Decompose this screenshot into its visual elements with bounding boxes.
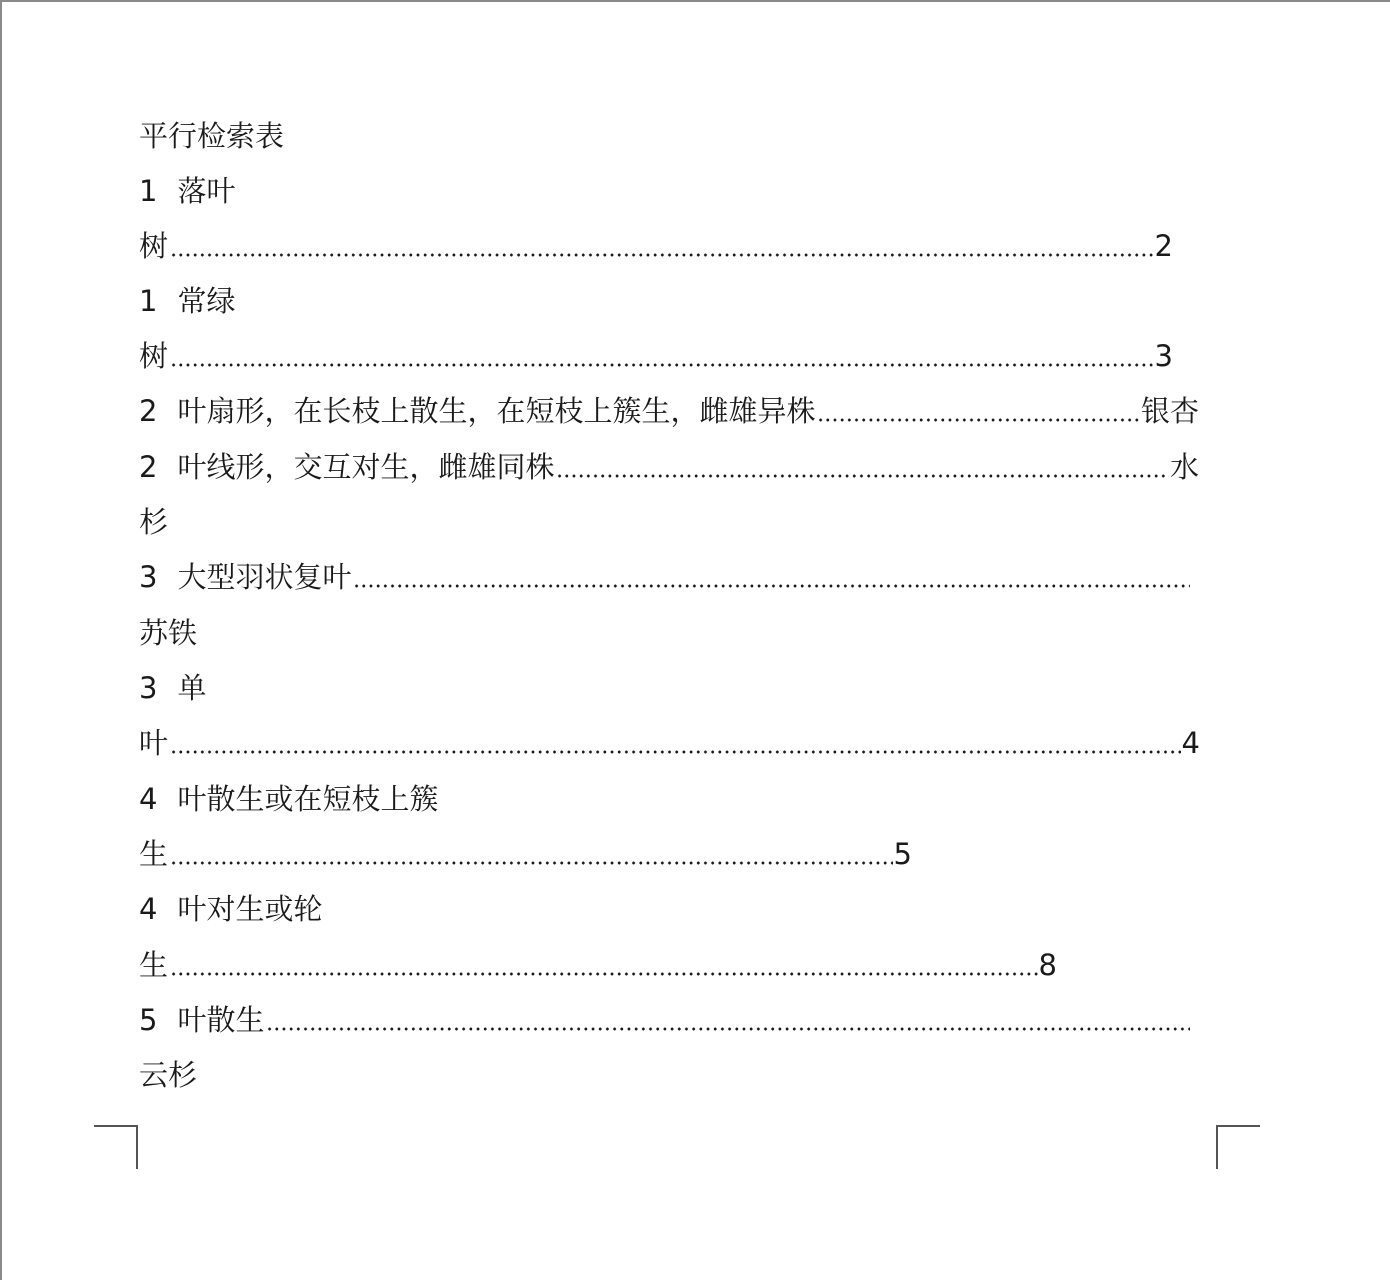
key-number: 3: [139, 560, 158, 594]
key-line: [139, 281, 235, 321]
key-line: [139, 1000, 1191, 1040]
key-line: [139, 668, 206, 708]
dot-leader: [170, 861, 893, 865]
key-target: 4: [1181, 726, 1200, 760]
key-text: 叶对生或轮: [177, 892, 323, 926]
key-target: 2: [1154, 229, 1173, 263]
key-line: [139, 613, 197, 653]
key-number: 5: [139, 1003, 158, 1037]
key-number: 1: [139, 174, 158, 208]
dot-leader: [556, 474, 1169, 478]
key-text: 叶扇形，在长枝上散生，在短枝上簇生，雌雄异株: [177, 394, 816, 428]
key-line: [139, 447, 1199, 487]
margin-corner-mark-right: [1216, 1125, 1260, 1169]
key-number: 2: [139, 394, 158, 428]
key-text: 单: [177, 671, 207, 705]
key-line: [139, 1055, 197, 1095]
dot-leader: [170, 363, 1154, 367]
dot-leader: [353, 584, 1190, 588]
key-line: [139, 945, 1057, 985]
dot-leader: [170, 253, 1154, 257]
document-title: [139, 116, 284, 156]
key-text: 杉: [139, 505, 169, 539]
key-line: [139, 502, 168, 542]
key-number: 2: [139, 450, 158, 484]
key-line: [139, 391, 1199, 431]
key-number: 4: [139, 782, 158, 816]
key-line: [139, 889, 322, 929]
dot-leader: [266, 1027, 1190, 1031]
key-text: 生: [139, 837, 169, 871]
key-target: 3: [1154, 339, 1173, 373]
key-number: 4: [139, 892, 158, 926]
dot-leader: [170, 750, 1181, 754]
key-text: 云杉: [139, 1058, 198, 1092]
key-number: 3: [139, 671, 158, 705]
key-text: 叶散生: [177, 1003, 265, 1037]
key-text: 树: [139, 339, 169, 373]
key-line: [139, 834, 912, 874]
key-line: [139, 171, 235, 211]
key-line: [139, 226, 1173, 266]
key-target: 水: [1169, 450, 1199, 484]
key-text: 叶: [139, 726, 169, 760]
key-text: 苏铁: [139, 616, 198, 650]
key-target: 5: [893, 837, 912, 871]
key-line: [139, 723, 1200, 763]
dot-leader: [170, 972, 1038, 976]
key-text: 生: [139, 948, 169, 982]
key-text: 树: [139, 229, 169, 263]
dot-leader: [817, 418, 1140, 422]
key-line: [139, 779, 438, 819]
key-text: 落叶: [177, 174, 236, 208]
key-text: 常绿: [177, 284, 236, 318]
key-line: [139, 557, 1191, 597]
margin-corner-mark-left: [94, 1125, 138, 1169]
key-number: 1: [139, 284, 158, 318]
key-line: [139, 336, 1173, 376]
key-text: 叶线形，交互对生，雌雄同株: [177, 450, 555, 484]
title-text: 平行检索表: [139, 119, 285, 153]
key-target: 银杏: [1140, 394, 1199, 428]
key-text: 大型羽状复叶: [177, 560, 352, 594]
key-text: 叶散生或在短枝上簇: [177, 782, 439, 816]
key-target: 8: [1038, 948, 1057, 982]
